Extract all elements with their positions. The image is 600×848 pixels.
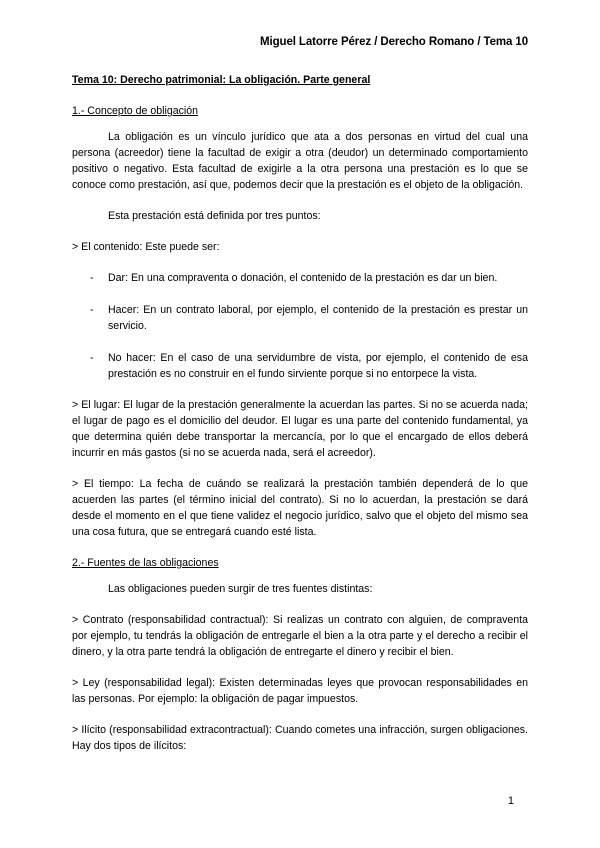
list-item-text: Hacer: En un contrato laboral, por ejemplo, el contenido de la prestación es prestar un servicio. bbox=[108, 304, 528, 332]
page-number: 1 bbox=[507, 795, 514, 807]
dash-bullet: - bbox=[90, 272, 94, 284]
paragraph-contrato: > Contrato (responsabilidad contractual): Si realizas un contrato con alguien, de compraventa por ejemplo, tu tendrás la obligación de entregarle el bien a la otra parte y el derecho a recibir el dinero, y la otra parte tendrá la obligación de entregarte el dinero y recibir el bien. bbox=[72, 614, 528, 658]
document-title: Tema 10: Derecho patrimonial: La obligación. Parte general bbox=[72, 74, 371, 86]
list-item-no-hacer bbox=[72, 350, 528, 382]
paragraph-contenido-intro: > El contenido: Este puede ser: bbox=[72, 241, 220, 253]
page-header: Miguel Latorre Pérez / Derecho Romano / Tema 10 bbox=[260, 36, 528, 48]
page-content bbox=[72, 72, 528, 769]
list-item-dar bbox=[72, 270, 528, 286]
section-heading-fuentes: 2.- Fuentes de las obligaciones bbox=[72, 557, 219, 569]
section-heading-concepto: 1.- Concepto de obligación bbox=[72, 105, 199, 117]
list-item-text: Dar: En una compraventa o donación, el contenido de la prestación es dar un bien. bbox=[108, 272, 498, 284]
paragraph-ley: > Ley (responsabilidad legal): Existen determinadas leyes que provocan responsabilidades en las personas. Por ejemplo: la obligación de pagar impuestos. bbox=[72, 677, 528, 705]
list-item-text: No hacer: En el caso de una servidumbre de vista, por ejemplo, el contenido de esa prestación es no construir en el fundo sirviente porque si no entorpece la vista. bbox=[108, 352, 528, 380]
paragraph-fuentes-intro: Las obligaciones pueden surgir de tres fuentes distintas: bbox=[108, 583, 373, 595]
paragraph-tiempo: > El tiempo: La fecha de cuándo se realizará la prestación también dependerá de lo que acuerden las partes (el término inicial del contrato). Si no lo acuerdan, la prestación se dará desde el momento en el que tiene validez el negocio jurídico, salvo que el objeto del mismo sea una cosa futura, que se entregará cuando esté lista. bbox=[72, 478, 528, 538]
paragraph-concepto: La obligación es un vínculo jurídico que ata a dos personas en virtud del cual una persona (acreedor) tiene la facultad de exigir a otra (deudor) un determinado comportamiento positivo o negativo. Esta facultad de exigirle a la otra persona una prestación es lo que se conoce como prestación, así que, podemos decir que la prestación es el objeto de la obligación. bbox=[72, 131, 528, 191]
contenido-list bbox=[72, 270, 528, 382]
dash-bullet: - bbox=[90, 304, 94, 316]
paragraph-ilicito: > Ilícito (responsabilidad extracontractual): Cuando cometes una infracción, surgen obligaciones. Hay dos tipos de ilícitos: bbox=[72, 724, 528, 752]
paragraph-tres-puntos: Esta prestación está definida por tres puntos: bbox=[108, 210, 321, 222]
paragraph-lugar: > El lugar: El lugar de la prestación generalmente la acuerdan las partes. Si no se acuerda nada; el lugar de pago es el domicilio del deudor. El lugar es una parte del contenido fundamental, ya que determina quién debe transportar la mercancía, por lo que el encargado de ellos deberá incurrir en más gastos (si no se acuerda nada, será el acreedor). bbox=[72, 399, 528, 459]
list-item-hacer bbox=[72, 302, 528, 334]
dash-bullet: - bbox=[90, 352, 94, 364]
